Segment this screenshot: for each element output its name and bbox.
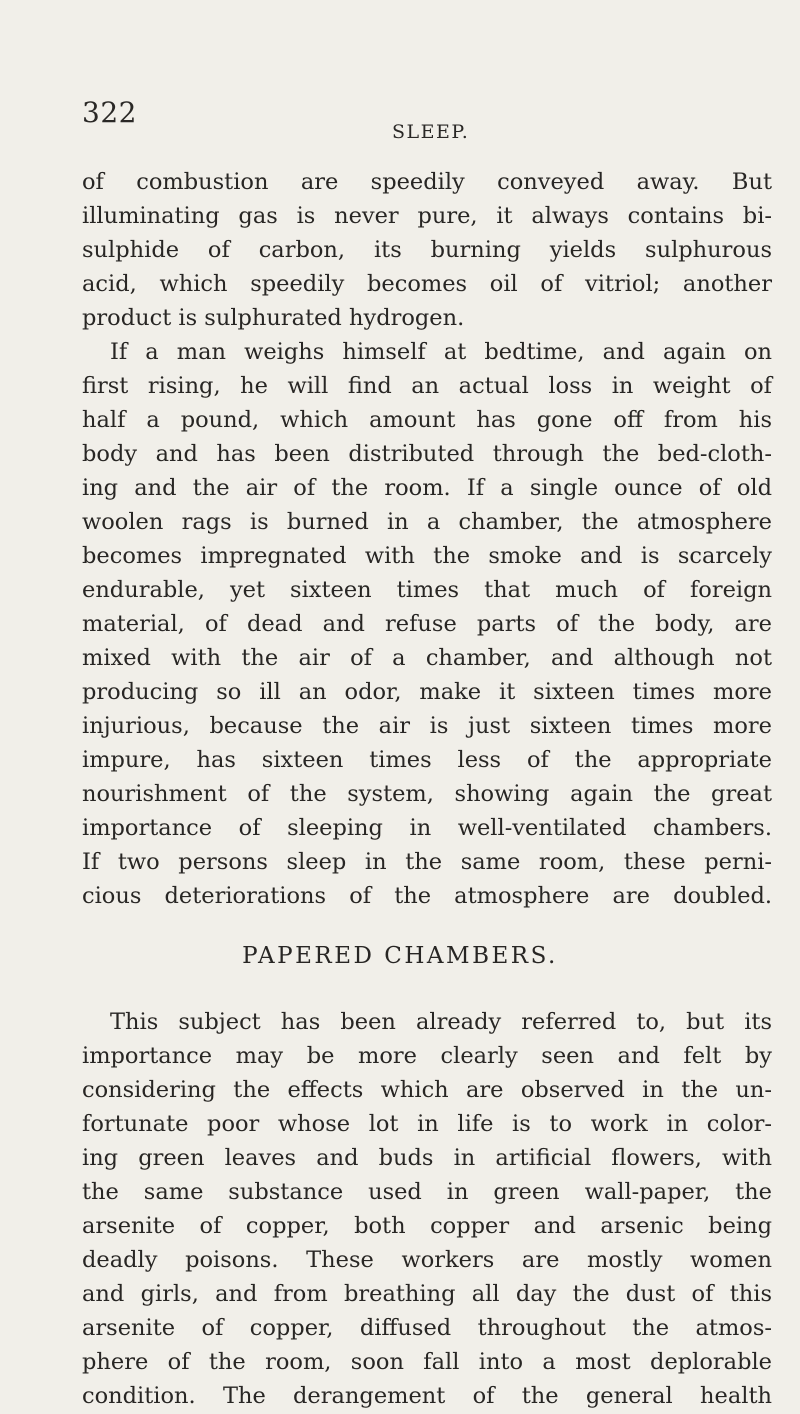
text-line: producing so ill an odor, make it sixteen times more xyxy=(82,679,772,705)
text-line: arsenite of copper, both copper and arsenic being xyxy=(82,1213,772,1239)
page-number: 322 xyxy=(82,96,137,129)
text-line: This subject has been already referred to, but its xyxy=(110,1009,772,1035)
text-line: material, of dead and refuse parts of the body, are xyxy=(82,611,772,637)
text-line: nourishment of the system, showing again the great xyxy=(82,781,772,807)
text-line: arsenite of copper, diffused throughout the atmos- xyxy=(82,1315,772,1341)
text-line: considering the effects which are observed in the un- xyxy=(82,1077,772,1103)
section-heading: PAPERED CHAMBERS. xyxy=(242,943,558,969)
text-line: woolen rags is burned in a chamber, the atmosphere xyxy=(82,509,772,535)
text-line: acid, which speedily becomes oil of vitriol; another xyxy=(82,271,772,297)
text-line: mixed with the air of a chamber, and although not xyxy=(82,645,772,671)
text-line: body and has been distributed through the bed-cloth- xyxy=(82,441,772,467)
text-line: the same substance used in green wall-paper, the xyxy=(82,1179,772,1205)
text-line: becomes impregnated with the smoke and is scarcely xyxy=(82,543,772,569)
text-line: ing and the air of the room. If a single ounce of old xyxy=(82,475,772,501)
text-line: half a pound, which amount has gone off from his xyxy=(82,407,772,433)
text-line: importance of sleeping in well-ventilated chambers. xyxy=(82,815,772,841)
text-line: illuminating gas is never pure, it always contains bi- xyxy=(82,203,772,229)
text-line: If two persons sleep in the same room, these perni- xyxy=(82,849,772,875)
text-line: and girls, and from breathing all day the dust of this xyxy=(82,1281,772,1307)
text-line: of combustion are speedily conveyed away. But xyxy=(82,169,772,195)
text-line: phere of the room, soon fall into a most deplorable xyxy=(82,1349,772,1375)
text-line: sulphide of carbon, its burning yields sulphurous xyxy=(82,237,772,263)
text-line: importance may be more clearly seen and felt by xyxy=(82,1043,772,1069)
running-title: SLEEP. xyxy=(392,121,470,143)
text-line: If a man weighs himself at bedtime, and again on xyxy=(110,339,772,365)
text-line: deadly poisons. These workers are mostly women xyxy=(82,1247,772,1273)
text-line: first rising, he will find an actual loss in weight of xyxy=(82,373,772,399)
text-line: cious deteriorations of the atmosphere are doubled. xyxy=(82,883,772,909)
text-line: condition. The derangement of the general health xyxy=(82,1383,772,1409)
text-line: ing green leaves and buds in artificial flowers, with xyxy=(82,1145,772,1171)
text-line: fortunate poor whose lot in life is to work in color- xyxy=(82,1111,772,1137)
text-line: product is sulphurated hydrogen. xyxy=(82,305,465,331)
text-line: endurable, yet sixteen times that much of foreign xyxy=(82,577,772,603)
text-line: injurious, because the air is just sixteen times more xyxy=(82,713,772,739)
text-line: impure, has sixteen times less of the appropriate xyxy=(82,747,772,773)
